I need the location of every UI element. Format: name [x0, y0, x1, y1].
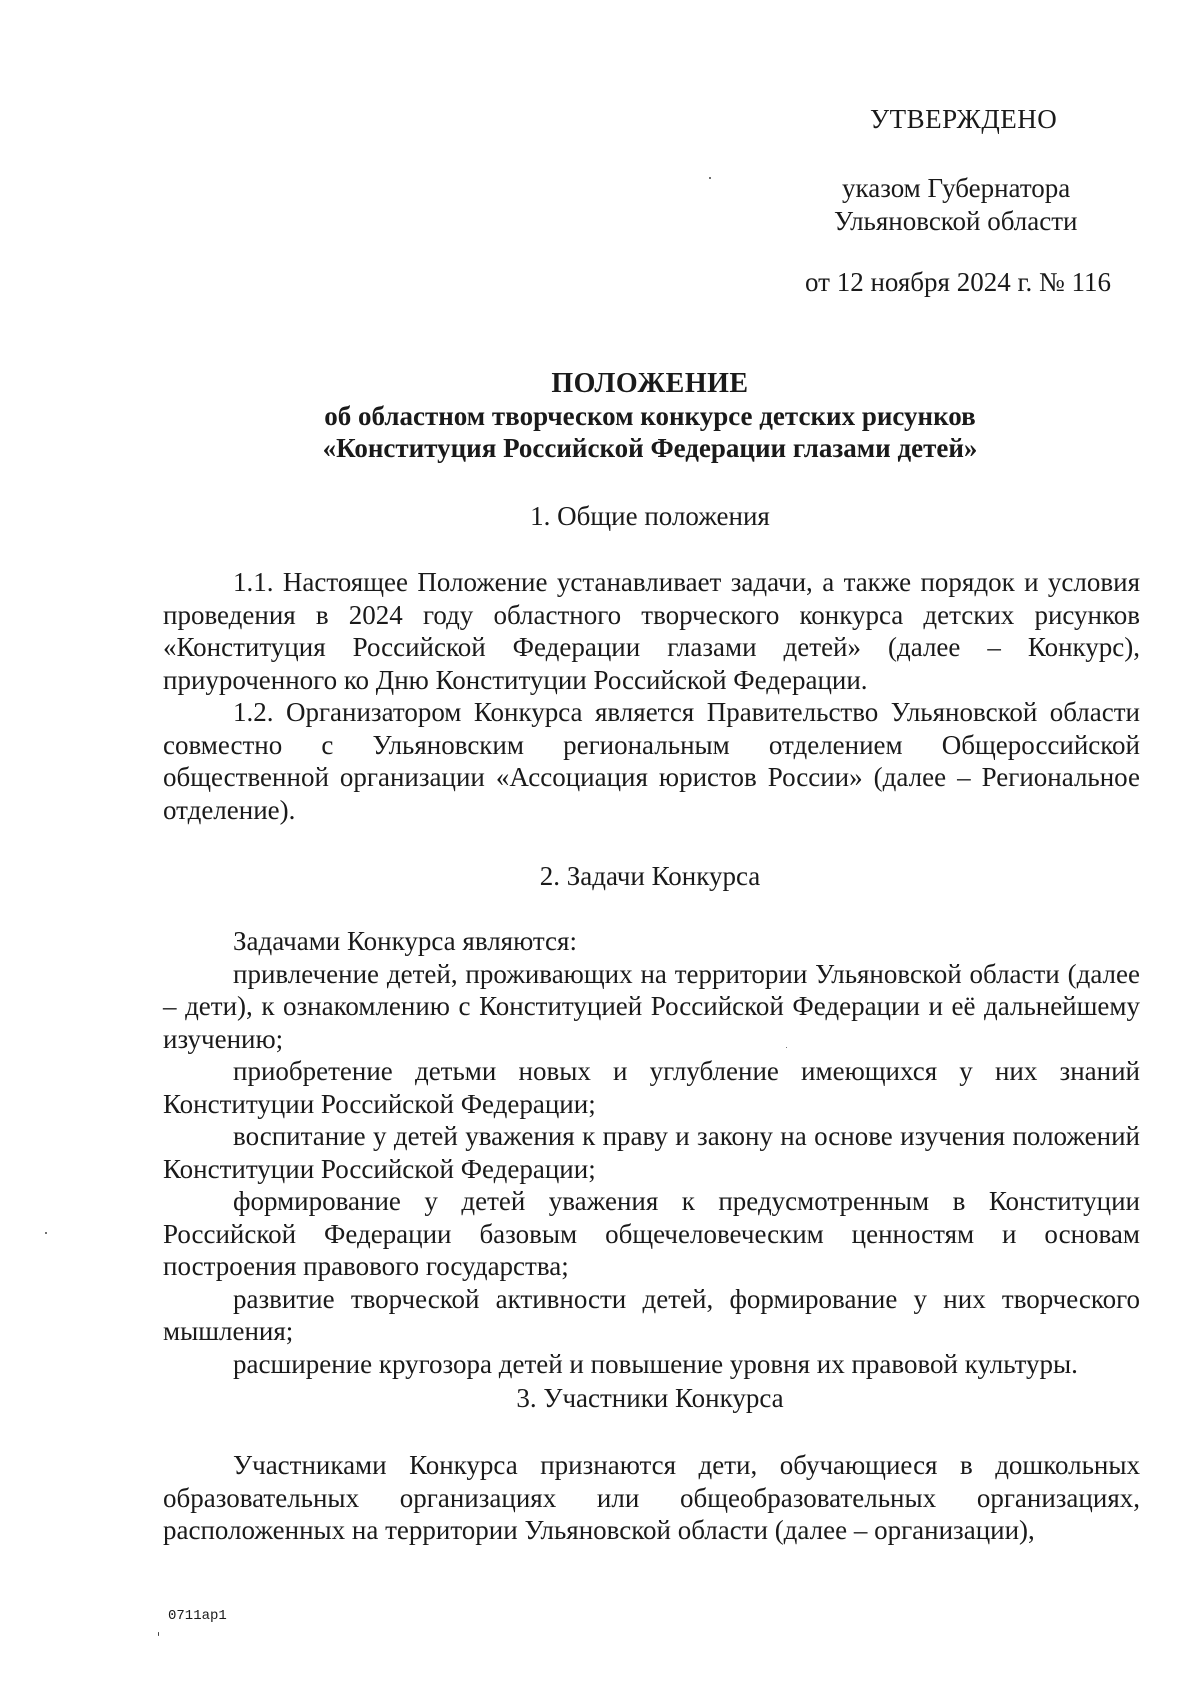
section-heading-tasks: 2. Задачи Конкурса [539, 861, 761, 891]
section-body-participants [163, 1449, 1140, 1547]
section-heading-participants: 3. Участники Конкурса [516, 1383, 784, 1413]
document-subtitle-line-2: «Конституция Российской Федерации глазами детей» [322, 433, 978, 463]
document-subtitle-line-1: об областном творческом конкурсе детских рисунков [324, 401, 976, 431]
document-title-block [160, 368, 1140, 464]
scan-speck [158, 1632, 159, 1636]
paragraph: 1.2. Организатором Конкурса является Правительство Ульяновской области совместно с Ульяновским региональным отделением Общероссийской общественной организации «Ассоциация юристов России» (далее – Региональное отделение). [163, 697, 1140, 825]
approval-stamp: УТВЕРЖДЕНО [870, 104, 1058, 134]
section-body-tasks [163, 925, 1140, 1380]
list-item: воспитание у детей уважения к праву и закону на основе изучения положений Конституции Российской Федерации; [163, 1121, 1140, 1184]
list-item: привлечение детей, проживающих на территории Ульяновской области (далее – дети), к ознакомлению с Конституцией Российской Федерации и её дальнейшему изучению; [163, 958, 1140, 1054]
section-body-general [163, 566, 1140, 826]
paragraph: 1.1. Настоящее Положение устанавливает задачи, а также порядок и условия проведения в 2024 году областного творческого конкурса детских рисунков «Конституция Российской Федерации глазами детей» (далее – Конкурс), приуроченного ко Дню Конституции Российской Федерации. [163, 567, 1140, 695]
approval-date-number: от 12 ноября 2024 г. № 116 [805, 267, 1111, 297]
list-item: развитие творческой активности детей, формирование у них творческого мышления; [163, 1283, 1140, 1346]
approval-authority-line-2: Ульяновской области [834, 206, 1078, 236]
footer-document-code: 0711ap1 [168, 1608, 227, 1624]
paragraph: Задачами Конкурса являются: [233, 926, 577, 956]
scan-speck [786, 1047, 787, 1048]
list-item: приобретение детьми новых и углубление имеющихся у них знаний Конституции Российской Федерации; [163, 1056, 1140, 1119]
paragraph: Участниками Конкурса признаются дети, обучающиеся в дошкольных образовательных организациях или общеобразовательных организациях, расположенных на территории Ульяновской области (далее – организации), [163, 1450, 1140, 1545]
scan-speck [709, 177, 711, 179]
list-item: расширение кругозора детей и повышение уровня их правовой культуры. [233, 1348, 1078, 1379]
section-heading-general: 1. Общие положения [530, 501, 770, 531]
list-item: формирование у детей уважения к предусмотренным в Конституции Российской Федерации базовым общечеловеческим ценностям и основам построения правового государства; [163, 1186, 1140, 1281]
document-title: ПОЛОЖЕНИЕ [551, 368, 749, 399]
approval-authority-line-1: указом Губернатора [842, 173, 1071, 203]
scan-speck [45, 1232, 47, 1234]
